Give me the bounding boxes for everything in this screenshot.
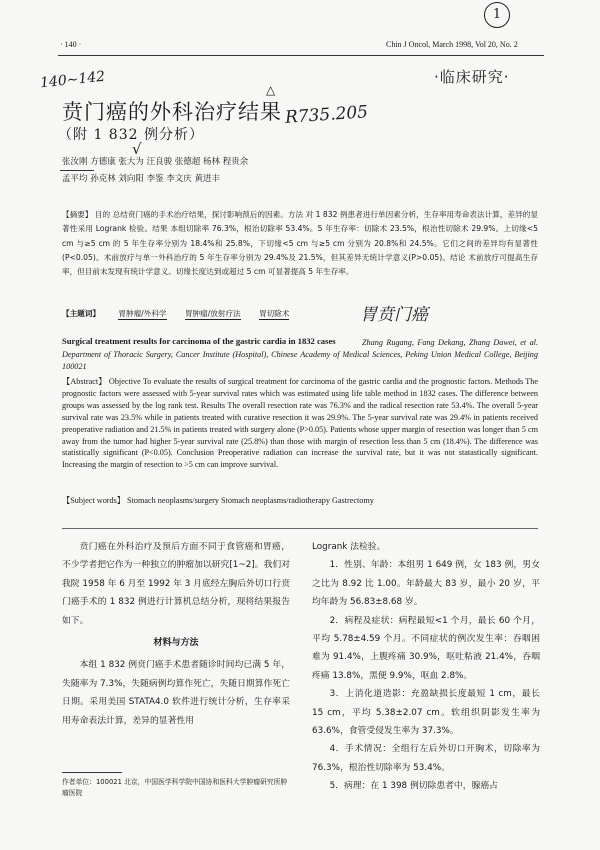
check-mark: √ bbox=[132, 140, 142, 158]
keywords-label: 【主题词】 bbox=[62, 309, 100, 318]
right-paragraph-0: Logrank 法检验。 bbox=[312, 542, 386, 552]
handwritten-class-code: R735.205 bbox=[284, 102, 369, 128]
handwritten-keyword-note: 胃贲门癌 bbox=[360, 305, 428, 325]
keyword-3: 胃切除术 bbox=[259, 309, 290, 318]
keyword-2: 胃肿瘤/放射疗法 bbox=[184, 309, 241, 318]
footnote-rule bbox=[62, 772, 122, 773]
right-paragraph-2: 2．病程及症状：病程最短<1 个月，最长 60 个月，平均 5.78±4.59 个月。不同症状的例次发生率：吞咽困难为 91.4%，上腹疼痛 30.9%，呕吐粘液 21.4%，吞咽疼痛 13.8%，黑便 9.9%，呕血 2.8%。 bbox=[312, 615, 540, 681]
intro-paragraph: 贲门癌在外科治疗及预后方面不同于食管癌和胃癌，不少学者把它作为一种独立的肿瘤加以研究[1~2]。我们对我院 1958 年 6 月至 1992 年 3 月底经左胸后外切口行贲门癌手术的 1 832 例进行计算机总结分析，现将结果报告如下。 bbox=[62, 542, 290, 626]
author-list bbox=[62, 154, 462, 188]
right-column bbox=[312, 538, 540, 796]
right-paragraph-3: 3．上消化道造影：充盈缺损长度最短 1 cm，最长 15 cm，平均 5.38±2.07 cm。软组织阴影发生率为 63.6%，食管受侵发生率为 37.3%。 bbox=[312, 689, 540, 737]
section-label: ·临床研究· bbox=[434, 68, 510, 86]
english-abstract: 【Abstract】 Objective To evaluate the results of surgical treatment for carcinoma of the gastric cardia and the prognostic factors. Methods The prognostic factors were assessed with 5-year survival rates which was estimated using life table method in 1832 cases. The difference between groups was assessed by the log rank test. Results The overall resection rate was 76.3% and the radical resection rate 53.4%. The overall 5-year survival rate was 23.5% while in patients treated with curative resection it was 29.9%. The 5-year survival rate was 29.4% in patients received preoperative radiation and 21.5% in patients treated with surgery alone (P>0.05). Patients whose upper margin of resection was longer than 5 cm away from the tumor had higher 5-year survival rate (25.8%) than those with margin of resection less than 5 cm (18.4%). The difference was statistically significant (P<0.05). Conclusion Preoperative radiation can increase the survival rate, but it was not statastically significant. Increasing the margin of resection to >5 cm can improve survival. bbox=[62, 377, 538, 470]
keyword-1: 胃肿瘤/外科学 bbox=[118, 309, 167, 318]
methods-heading: 材料与方法 bbox=[153, 638, 199, 649]
handwritten-page-range: 140~142 bbox=[39, 68, 106, 92]
author-line-1: 张汝刚 方德康 张大为 汪良骏 张德超 杨林 程贵余 bbox=[62, 157, 249, 167]
article-subtitle: （附 1 832 例分析） bbox=[58, 127, 204, 143]
english-subject-words: 【Subject words】 Stomach neoplasms/surgery Stomach neoplasms/radiotherapy Gastrectomy bbox=[62, 496, 374, 505]
right-paragraph-5: 5．病理：在 1 398 例切除患者中，腺癌占 bbox=[329, 781, 498, 792]
english-authors-affiliation: Zhang Rugang, Fang Dekang, Zhang Dawei, et al. Department of Thoracic Surgery, Cancer Institute (Hospital), Chinese Academy of Medical Sciences, Peking Union Medical College, Beijing 100021 bbox=[62, 338, 538, 371]
right-paragraph-4: 4．手术情况：全组行左后外切口开胸术，切除率为 76.3%，根治性切除率为 53.4%。 bbox=[312, 744, 540, 773]
abstract-divider bbox=[62, 528, 538, 529]
right-paragraph-1: 1．性别、年龄：本组男 1 649 例，女 183 例，男女之比为 8.92 比 1.00。年龄最大 83 岁，最小 20 岁，平均年龄为 56.83±8.68 岁。 bbox=[312, 560, 540, 608]
chinese-abstract: 【摘要】 目的 总结贲门癌的手术治疗结果，探讨影响预后的因素。方法 对 1 832 例患者进行单因素分析，生存率用寿命表法计算，差异的显著性采用 Logrank 检验。结果 本组切除率 76.3%，根治切除率 53.4%。5 年生存率：切除术 23.5%，根治性切除术 29.9%。上切缘<5 cm 与≥5 cm 的 5 年生存率分别为 18.4%和 25.8%，下切缘<5 cm 与≥5 cm 分别为 20.8%和 24.5%。它们之间的差异均有显著性(P<0.05)。术前放疗与单一外科治疗的 5 年生存率分别为 29.4%及 21.5%，但其差异无统计学意义(P>0.05)。结论 术前放疗可提高生存率，但目前未发现有统计学意义。切缘长度达到或超过 5 cm 可显著提高 5 年生存率。 bbox=[62, 210, 538, 277]
journal-citation: Chin J Oncol, March 1998, Vol 20, No. 2 bbox=[386, 40, 518, 49]
triangle-mark: △ bbox=[266, 83, 276, 97]
corner-circle-mark: 1 bbox=[484, 2, 510, 28]
chinese-keywords bbox=[62, 308, 362, 320]
header-rule bbox=[58, 55, 544, 56]
article-title: 贲门癌的外科治疗结果 bbox=[62, 100, 282, 124]
author-line-2: 孟平均 孙克林 刘向阳 李鉴 李文庆 黄进丰 bbox=[62, 174, 221, 184]
footnote: 作者单位：100021 北京，中国医学科学院中国协和医科大学肿瘤研究所肿瘤医院 bbox=[62, 778, 288, 797]
methods-paragraph: 本组 1 832 例贲门癌手术患者随诊时间均已满 5 年，失随率为 7.3%，失随病例均算作死亡，失随日期算作死亡日期。采用美国 STATA4.0 软件进行统计分析，生存率采用寿命表法计算，差异的显著性用 bbox=[62, 660, 290, 726]
page-number: · 140 · bbox=[60, 40, 82, 49]
english-title: Surgical treatment results for carcinoma of the gastric cardia in 1832 cases bbox=[62, 336, 336, 346]
left-column bbox=[62, 538, 290, 730]
author-underline bbox=[60, 170, 94, 171]
